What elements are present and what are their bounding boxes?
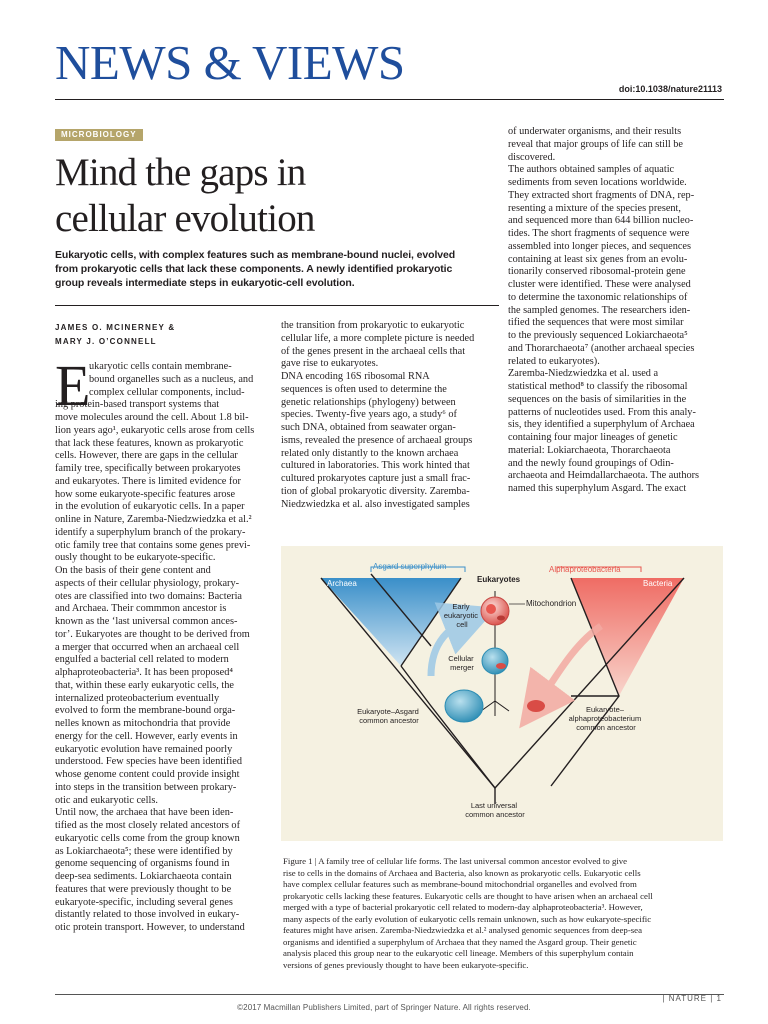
- body-line: online in Nature, Zaremba-Niedzwiedzka et al.²: [55, 514, 252, 525]
- author-line: JAMES O. MCINERNEY &: [55, 323, 176, 332]
- footer-rule: [55, 994, 724, 995]
- body-line: known as the ‘last universal common ances-: [55, 616, 238, 627]
- body-line: ing protein-based transport systems that: [55, 399, 220, 411]
- engulfed-bacterium: [496, 663, 506, 669]
- drop-cap: E: [55, 353, 91, 418]
- body-line: features that were previously thought to be: [55, 883, 232, 895]
- body-line: tified the sequences that were most similar: [508, 317, 684, 329]
- body-line: family tree, specifically between prokaryotes: [55, 463, 241, 474]
- body-line: cultured in laboratories. This work hinted that: [281, 460, 470, 472]
- body-line: Zaremba-Niedzwiedzka et al. used a: [508, 368, 659, 380]
- asgard-ancestor-label: Eukaryote–Asgard common ancestor: [357, 707, 419, 725]
- body-line: into steps in the transition between prokary-: [55, 781, 237, 793]
- figure-1: [281, 546, 723, 841]
- alpha-label: Alphaproteobacteria: [549, 565, 621, 574]
- caption-line: prokaryotic cells lacking these features. Eukaryotic cells are thought to have arisen when an archaeal cell: [283, 890, 653, 901]
- caption-line: rise to cells in the domains of Archaea and Bacteria, also known as prokaryotic cells. Eukaryotic cells: [283, 867, 641, 878]
- caption-line: features might have arisen. Zaremba-Niedzwiedzka et al.² analysed genomic sequences from deep-sea: [283, 925, 642, 935]
- body-line: sis, they identified a superphylum of Archaea: [508, 419, 695, 431]
- body-line: and eukaryotes. There is limited evidence for: [55, 475, 241, 487]
- body-line: evolved to form the membrane-bound orga-: [55, 705, 236, 717]
- body-line: otic and eukaryotic cells.: [55, 794, 158, 806]
- body-line: related only distantly to the known archaea: [281, 447, 459, 459]
- body-line: identify a superphylum branch of the prokary-: [55, 526, 246, 538]
- body-line: isms, revealed the presence of archaeal groups: [281, 434, 473, 446]
- doi[interactable]: doi:10.1038/nature21113: [618, 84, 722, 94]
- alpha-ancestor-label: Eukaryote– alphaproteobacterium common ancestor: [568, 705, 642, 732]
- body-line: genetic relationships (phylogeny) between: [281, 396, 456, 408]
- caption-line: many aspects of the early evolution of eukaryotic cells remain unknown, such as how eukaryote-specific: [283, 913, 652, 924]
- cellular-merger-cell: [482, 648, 508, 674]
- body-line: tionarily conserved ribosomal-protein gene: [508, 266, 686, 278]
- body-line: in the evolution of eukaryotic cells. In a paper: [55, 501, 245, 513]
- body-line: a merger that occurred when an archaeal cell: [55, 641, 240, 653]
- family-tree-diagram: [281, 546, 723, 841]
- eukaryotes-label: Eukaryotes: [477, 575, 521, 584]
- archaea-clade: [321, 578, 461, 666]
- body-line: engulfed a bacterial cell related to modern: [55, 654, 229, 666]
- masthead: NEWS & VIEWS: [55, 35, 405, 90]
- body-line: cells. However, there are gaps in the cellular: [55, 450, 238, 462]
- body-line: DNA encoding 16S ribosomal RNA: [281, 371, 430, 382]
- body-line: assembled into longer pieces, and sequences: [508, 240, 691, 252]
- body-line: how some eukaryote-specific features arose: [55, 488, 236, 500]
- article-title: [55, 150, 475, 242]
- merger-label: Cellular merger: [448, 654, 474, 672]
- body-line: otic protein transport. However, to understand: [55, 922, 245, 933]
- body-line: the transition from prokaryotic to eukaryotic: [281, 320, 465, 331]
- caption-line: merged with a type of bacterial prokaryotic cell related to modern-day alphaproteobacteria³. However,: [283, 902, 643, 912]
- body-line: otic family tree that contains some genes previ-: [55, 539, 251, 551]
- body-line: nelles known as mitochondria that provide: [55, 718, 231, 729]
- body-line: species. Twenty-five years ago, a study⁶ of: [281, 409, 457, 421]
- caption-line: organisms and identified a superphylum of Archaea that they named the Asgard group. Their genetic: [283, 936, 637, 947]
- authors: [55, 321, 175, 349]
- body-line: to determine the taxonomic relationships of: [508, 291, 688, 303]
- body-line: containing at least six genes from an evolu-: [508, 253, 688, 265]
- body-line: and Archaea. Their commmon ancestor is: [55, 603, 227, 615]
- copyright: ©2017 Macmillan Publishers Limited, part of Springer Nature. All rights reserved.: [237, 1003, 531, 1012]
- body-line: whose genome content could provide insight: [55, 769, 240, 780]
- body-line: eukaryote-specific, including several genes: [55, 896, 233, 908]
- body-line: to the previously sequenced Lokiarchaeota⁵: [508, 330, 688, 341]
- body-line: reveal that major groups of life can still be: [508, 138, 683, 150]
- title-line: cellular evolution: [55, 197, 315, 240]
- body-line: archaeota and Heimdallarchaeota. The authors: [508, 470, 700, 482]
- body-line: discovered.: [508, 151, 556, 163]
- body-line: The authors obtained samples of aquatic: [508, 164, 675, 176]
- caption-line: analysis placed this group near to the eukaryotic cell lineage. Members of this superphylum contain: [283, 948, 634, 958]
- header-rule: [55, 99, 724, 100]
- body-line: such DNA, obtained from seawater organ-: [281, 422, 456, 433]
- asgard-label: Asgard superphylum: [373, 562, 447, 571]
- body-line: and Thorarchaeota⁷ (another archaeal species: [508, 342, 695, 354]
- body-line: statistical method⁸ to classify the ribosomal: [508, 381, 688, 392]
- body-line: alphaproteobacteria³. It has been proposed⁴: [55, 667, 233, 678]
- body-line: internalized proteobacterium eventually: [55, 692, 220, 704]
- body-line: that, within these early eukaryotic cells, the: [55, 679, 234, 691]
- body-line: patterns of nucleotides used. From this analy-: [508, 406, 696, 418]
- body-line: otes are classified into two domains: Bacteria: [55, 590, 243, 602]
- standfirst-line: group reveals intermediate steps in eukaryotic-cell evolution.: [55, 277, 355, 289]
- section-label: MICROBIOLOGY: [55, 129, 143, 141]
- caption-line: have complex cellular features such as membrane-bound mitochondrial organelles and evolved from: [283, 879, 637, 889]
- mitochondrion-shape: [497, 616, 505, 621]
- body-line: the sampled genomes. The researchers iden-: [508, 304, 691, 316]
- early-cell-label: Early eukaryotic cell: [443, 602, 479, 629]
- body-line: energy for the cell. However, early events in: [55, 730, 238, 742]
- standfirst: [55, 248, 495, 290]
- body-line: move molecules around the cell. About 1.8 bil-: [55, 412, 249, 423]
- standfirst-rule: [55, 305, 499, 306]
- body-line: material: Lokiarchaeota, Thorarchaeota: [508, 444, 671, 456]
- body-line: sequences on the basis of similarities in the: [508, 393, 687, 405]
- body-line: tor’. Eukaryotes are thought to be derived from: [55, 628, 250, 640]
- body-line: aspects of their cellular physiology, prokary-: [55, 577, 240, 589]
- body-line: tion of global prokaryotic diversity. Zaremba-: [281, 485, 470, 497]
- body-line: distantly related to those involved in eukary-: [55, 909, 240, 921]
- archaea-label: Archaea: [327, 579, 357, 588]
- body-line: containing four major lineages of genetic: [508, 432, 678, 443]
- body-line: of underwater organisms, and their results: [508, 126, 682, 137]
- body-line: Until now, the archaea that have been iden-: [55, 807, 234, 819]
- body-line: cultured prokaryotes capture just a small frac-: [281, 473, 471, 484]
- body-line: named this superphylum Asgard. The exact: [508, 483, 687, 494]
- body-line: On the basis of their gene content and: [55, 565, 211, 576]
- body-line: eukaryotic cells come from the group known: [55, 832, 240, 844]
- body-line: and sequenced more than 644 billion nucleo-: [508, 215, 694, 227]
- title-line: Mind the gaps in: [55, 151, 306, 194]
- body-line: that lack these features, known as prokaryotic: [55, 437, 244, 449]
- body-line: They extracted short fragments of DNA, rep-: [508, 189, 695, 201]
- body-column-3: [508, 126, 724, 496]
- body-line: of the genes present in the archaeal cells that: [281, 345, 466, 357]
- body-line: and the newly found groupings of Odin-: [508, 457, 674, 469]
- body-line: as Lokiarchaeota⁵; these were identified by: [55, 845, 233, 857]
- body-line: related to eukaryotes).: [508, 355, 600, 367]
- body-line: genome sequencing of organisms found in: [55, 858, 230, 870]
- bacteria-merger-arrow: [536, 626, 601, 706]
- figure-caption: [283, 856, 723, 971]
- body-column-2: [281, 320, 497, 511]
- body-line: tified as the most closely related ancestors of: [55, 820, 240, 831]
- body-line: cellular life, a more complete picture is needed: [281, 332, 475, 344]
- body-line: lion years ago¹, eukaryotic cells arose from cells: [55, 424, 255, 436]
- body-line: sequences is often used to determine the: [281, 383, 447, 395]
- standfirst-line: from prokaryotic cells that lack these components. A newly identified prokaryotic: [55, 263, 453, 275]
- body-line: cluster were identified. These were analysed: [508, 279, 691, 290]
- author-line: MARY J. O’CONNELL: [55, 337, 157, 346]
- standfirst-line: Eukaryotic cells, with complex features such as membrane-bound nuclei, evolved: [55, 249, 456, 261]
- body-line: ously thought to be eukaryote-specific.: [55, 552, 216, 564]
- body-line: bound organelles such as a nucleus, and: [89, 373, 254, 385]
- body-line: Niedzwiedzka et al. also investigated samples: [281, 498, 470, 510]
- body-line: gave rise to eukaryotes.: [281, 358, 379, 370]
- body-line: deep-sea sediments. Lokiarchaeota contain: [55, 871, 232, 882]
- luca-label: Last universal common ancestor: [465, 801, 525, 819]
- asgard-ancestor-cell: [445, 690, 483, 722]
- body-line: resenting a mixture of the species present,: [508, 202, 681, 214]
- body-column-1: [55, 353, 267, 935]
- body-line: eukaryotic evolution have remained poorly: [55, 743, 233, 755]
- caption-line: Figure 1 | A family tree of cellular life forms. The last universal common ancestor evolved to give: [283, 856, 628, 866]
- body-line: understood. Few species have been identified: [55, 756, 243, 768]
- body-line: sediments from seven locations worldwide.: [508, 177, 687, 188]
- bacteria-label: Bacteria: [643, 579, 673, 588]
- caption-line: versions of genes previously thought to have been eukaryote-specific.: [283, 959, 529, 970]
- body-line: tides. The short fragments of sequence were: [508, 228, 690, 239]
- mitochondrion-label: Mitochondrion: [526, 599, 577, 608]
- alpha-ancestor-cell: [527, 700, 545, 712]
- body-line: ukaryotic cells contain membrane-: [89, 361, 232, 372]
- nucleus-shape: [486, 604, 496, 614]
- folio: | NATURE | 1: [662, 994, 722, 1003]
- body-line: complex cellular components, includ-: [89, 386, 245, 398]
